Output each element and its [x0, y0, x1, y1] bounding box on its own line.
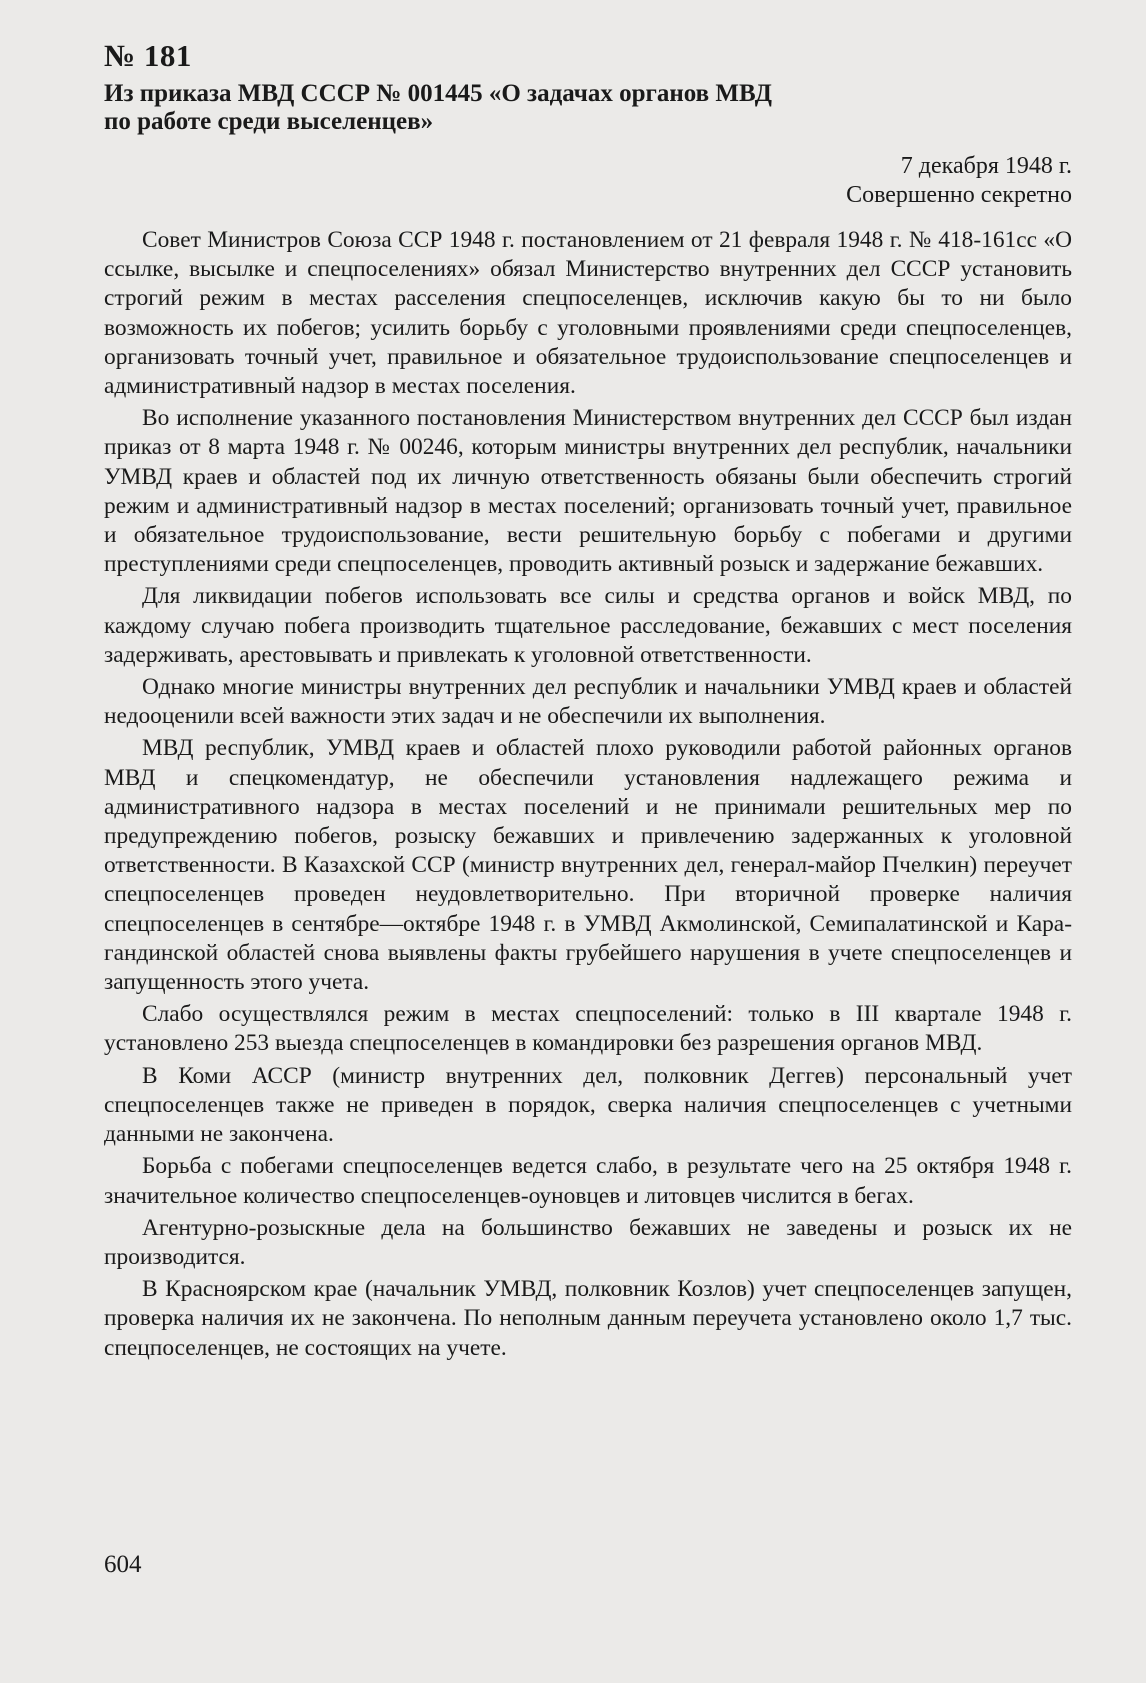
document-date: 7 декабря 1948 г.: [900, 153, 1072, 179]
paragraph: Слабо осуществлялся режим в местах спецпоселений: только в III квартале 1948 г. установлено 253 выезда спецпоселенцев в командировки без разрешения органов МВД.: [104, 1001, 1072, 1057]
document-page: [104, 38, 1072, 1366]
paragraph: Агентурно-розыскные дела на большинство бежавших не заведены и розыск их не производится.: [104, 1214, 1072, 1270]
paragraph: В Коми АССР (министр внутренних дел, полковник Деггев) персональный учет спецпоселенцев также не приведен в порядок, сверка наличия спецпоселенцев с учетными данными не закончена.: [104, 1062, 1072, 1148]
document-number: № 181: [104, 38, 192, 73]
paragraph: В Красноярском крае (начальник УМВД, полковник Козлов) учет спецпоселенцев запущен, проверка наличия их не закончена. По неполным данным переучета установлено около 1,7 тыс. спецпоселенцев, не состоящих на учете.: [104, 1276, 1072, 1361]
page-number: 604: [104, 1551, 142, 1578]
document-title-line-1: Из приказа МВД СССР № 001445 «О задачах органов МВД: [104, 80, 772, 107]
paragraph: Для ликвидации побегов использовать все силы и средства органов и войск МВД, по каждому случаю побега производить тщательное расследование, бежавших с мест поселения задерживать, арестовывать и привлекать к уголовной ответственности.: [104, 583, 1072, 668]
document-classification: Совершенно секретно: [846, 182, 1072, 208]
document-body: [104, 226, 1072, 1363]
paragraph: Однако многие министры внутренних дел республик и начальники УМВД краев и областей недооценили всей важности этих задач и не обеспечили их выполнения.: [104, 674, 1072, 730]
document-title-line-2: по работе среди выселенцев»: [104, 108, 434, 135]
paragraph: Совет Министров Союза ССР 1948 г. постановлением от 21 февраля 1948 г. № 418-161сс «О ссылке, высылке и спецпоселениях» обязал Министерство внутренних дел СССР установить строгий режим в местах расселения спецпоселенцев, исключив какую бы то ни было возможность их побегов; усилить борьбу с уголовными проявлениями среди спецпоселенцев, организовать точный учет, правильное и обязательное трудоиспользование спецпоселенцев и административный надзор в местах поселения.: [104, 227, 1072, 400]
paragraph: Во исполнение указанного постановления Министерством внутренних дел СССР был издан приказ от 8 марта 1948 г. № 00246, которым министры внутренних дел республик, начальники УМВД краев и областей под их личную ответственность обязаны были обеспечить строгий режим и административный надзор в местах поселений; организовать точный учет, правильное и обязательное трудоиспользование, вести решительную борьбу с побегами и другими преступлениями среди спецпоселенцев, проводить активный розыск и задержание бежавших.: [104, 405, 1072, 578]
document-title: [104, 80, 1072, 136]
paragraph: МВД республик, УМВД краев и областей плохо руководили работой районных органов МВД и спецкомендатур, не обеспечили установления надлежащего режима и административного надзора в местах поселений и не принимали решительных мер по предупреждению побегов, розыску бежавших и привлечению задержанных к уголовной ответственности. В Казахской ССР (министр внутренних дел, генерал-майор Пчелкин) переучет спецпоселенцев проведен неудовлетворительно. При вторичной проверке наличия спецпоселенцев в сентябре—октябре 1948 г. в УМВД Акмолинской, Семипалатинской и Карагандинской областей снова выявлены факты грубейшего нарушения в учете спецпоселенцев и запущенность этого учета.: [104, 735, 1072, 996]
document-meta: [104, 152, 1072, 210]
paragraph: Борьба с побегами спецпоселенцев ведется слабо, в результате чего на 25 октября 1948 г. значительное количество спецпоселенцев-оуновцев и литовцев числится в бегах.: [104, 1153, 1072, 1209]
